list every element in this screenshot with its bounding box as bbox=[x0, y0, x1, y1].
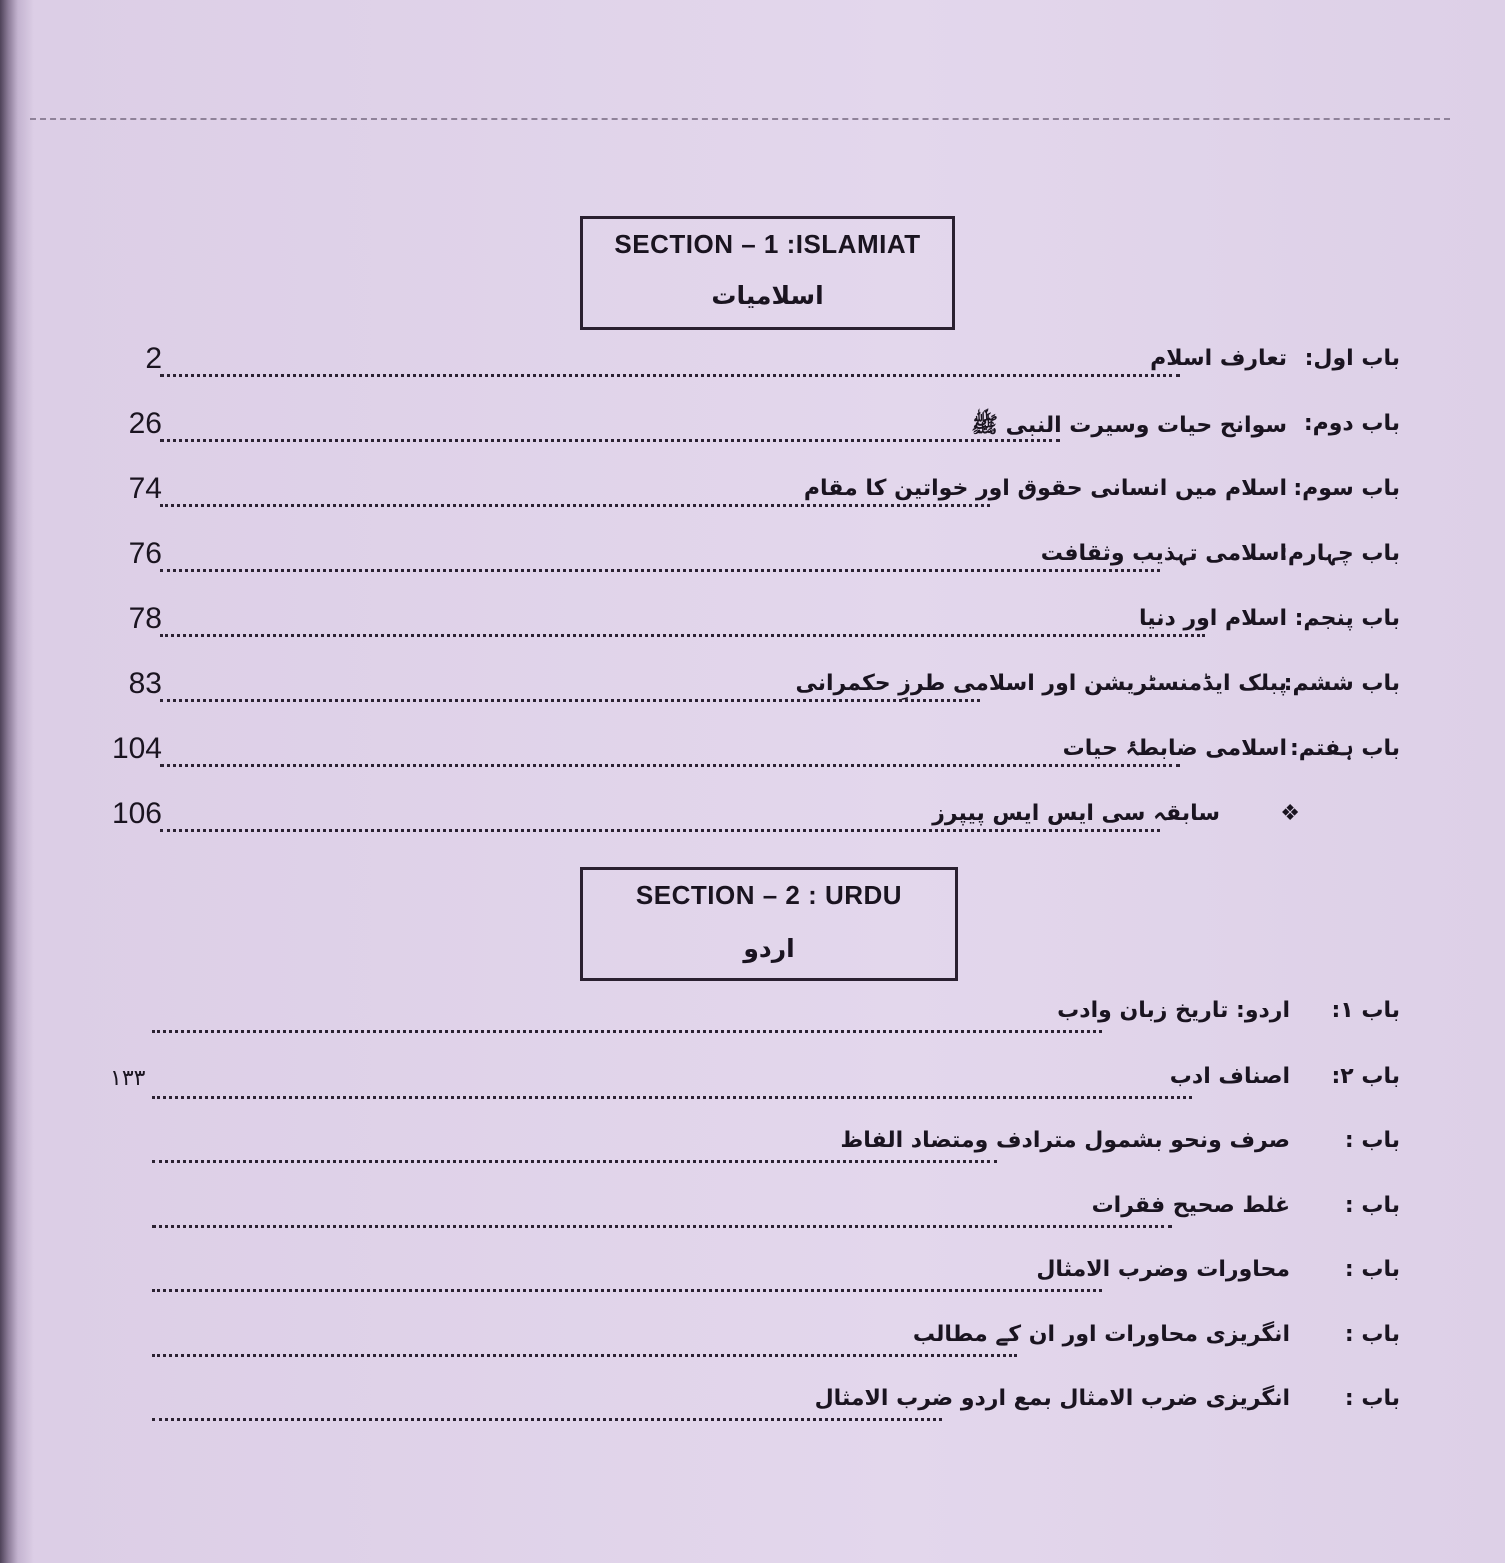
chapter-title: صرف ونحو بشمول مترادف ومتضاد الفاظ bbox=[840, 1128, 1290, 1153]
toc-row[interactable] bbox=[0, 602, 1505, 646]
dot-leader bbox=[160, 829, 1160, 832]
chapter-title: سابقہ سی ایس ایس پیپرز bbox=[932, 801, 1220, 826]
page-number: 104 bbox=[111, 732, 162, 765]
dot-leader bbox=[152, 1160, 997, 1163]
chapter-title: اسلام اور دنیا bbox=[1139, 606, 1287, 631]
toc-row[interactable] bbox=[0, 667, 1505, 711]
chapter-title: انگریزی ضرب الامثال بمع اردو ضرب الامثال bbox=[814, 1386, 1290, 1411]
chapter-label: باب : bbox=[1344, 1322, 1400, 1347]
section-2-title-ur: اردو bbox=[743, 934, 795, 963]
chapter-label: باب پنجم: bbox=[1294, 606, 1400, 631]
chapter-title: اسلامی ضابطۂ حیات bbox=[1062, 736, 1287, 761]
toc-row[interactable] bbox=[0, 1257, 1505, 1297]
dot-leader bbox=[160, 374, 1180, 377]
chapter-title: تعارف اسلام bbox=[1150, 346, 1287, 371]
page-number: 2 bbox=[145, 342, 162, 375]
page-number: 83 bbox=[128, 667, 162, 700]
chapter-label: باب سوم: bbox=[1293, 476, 1400, 501]
chapter-label: باب ۲: bbox=[1331, 1064, 1400, 1089]
chapter-title: اصناف ادب bbox=[1169, 1064, 1290, 1089]
chapter-title: محاورات وضرب الامثال bbox=[1036, 1257, 1290, 1282]
diamond-bullet-icon: ❖ bbox=[1280, 801, 1300, 826]
chapter-label: باب : bbox=[1344, 1386, 1400, 1411]
chapter-title: اسلامی تہذیب وثقافت bbox=[1040, 541, 1287, 566]
toc-row[interactable] bbox=[0, 1386, 1505, 1426]
toc-row[interactable] bbox=[0, 1193, 1505, 1233]
toc-row[interactable] bbox=[0, 732, 1505, 776]
dot-leader bbox=[152, 1225, 1172, 1228]
dot-leader bbox=[160, 439, 1060, 442]
toc-row[interactable] bbox=[0, 537, 1505, 581]
dot-leader bbox=[152, 1354, 1017, 1357]
section-1-title-ur: اسلامیات bbox=[711, 281, 824, 310]
dot-leader bbox=[152, 1289, 1102, 1292]
dot-leader bbox=[160, 504, 990, 507]
page-number: 106 bbox=[111, 797, 162, 830]
section-1-title-en: SECTION – 1 :ISLAMIAT bbox=[614, 229, 921, 259]
page-number: 78 bbox=[128, 602, 162, 635]
dot-leader bbox=[152, 1030, 1102, 1033]
toc-row[interactable] bbox=[0, 407, 1505, 451]
page-number: 26 bbox=[128, 407, 162, 440]
chapter-label: باب ۱: bbox=[1331, 998, 1400, 1023]
dot-leader bbox=[160, 569, 1160, 572]
section-2-title-en: SECTION – 2 : URDU bbox=[635, 880, 903, 910]
chapter-title: اردو: تاریخ زبان وادب bbox=[1057, 998, 1290, 1023]
page-number: 74 bbox=[128, 472, 162, 505]
chapter-label: باب دوم: bbox=[1303, 411, 1400, 436]
page-number: 76 bbox=[128, 537, 162, 570]
chapter-label: باب : bbox=[1344, 1128, 1400, 1153]
dot-leader bbox=[152, 1096, 1192, 1099]
toc-row[interactable] bbox=[0, 1322, 1505, 1362]
toc-row[interactable] bbox=[0, 1064, 1505, 1104]
top-dashed-rule bbox=[30, 118, 1450, 120]
dot-leader bbox=[160, 764, 1180, 767]
toc-row[interactable] bbox=[0, 797, 1505, 841]
chapter-title: پبلک ایڈمنسٹریشن اور اسلامی طرزِ حکمرانی bbox=[795, 671, 1287, 696]
chapter-title: اسلام میں انسانی حقوق اور خواتین کا مقام bbox=[803, 476, 1287, 501]
chapter-title: سوانح حیات وسیرت النبی ﷺ bbox=[971, 413, 1287, 438]
toc-row[interactable] bbox=[0, 472, 1505, 516]
toc-row[interactable] bbox=[0, 342, 1505, 386]
dot-leader bbox=[160, 634, 1205, 637]
chapter-title: غلط صحیح فقرات bbox=[1091, 1193, 1290, 1218]
page-number: ۱۳۳ bbox=[110, 1066, 146, 1091]
toc-row[interactable] bbox=[0, 998, 1505, 1038]
section-2-header-box bbox=[580, 867, 958, 981]
chapter-label: باب چہارم: bbox=[1279, 541, 1400, 566]
toc-row[interactable] bbox=[0, 1128, 1505, 1168]
chapter-label: باب ہفتم: bbox=[1289, 736, 1400, 761]
chapter-label: باب : bbox=[1344, 1193, 1400, 1218]
chapter-label: باب ششم: bbox=[1283, 671, 1400, 696]
chapter-title: انگریزی محاورات اور ان کے مطالب bbox=[912, 1322, 1290, 1347]
chapter-label: باب اول: bbox=[1304, 346, 1400, 371]
dot-leader bbox=[160, 699, 980, 702]
chapter-label: باب : bbox=[1344, 1257, 1400, 1282]
section-1-header-box bbox=[580, 216, 955, 330]
dot-leader bbox=[152, 1418, 942, 1421]
